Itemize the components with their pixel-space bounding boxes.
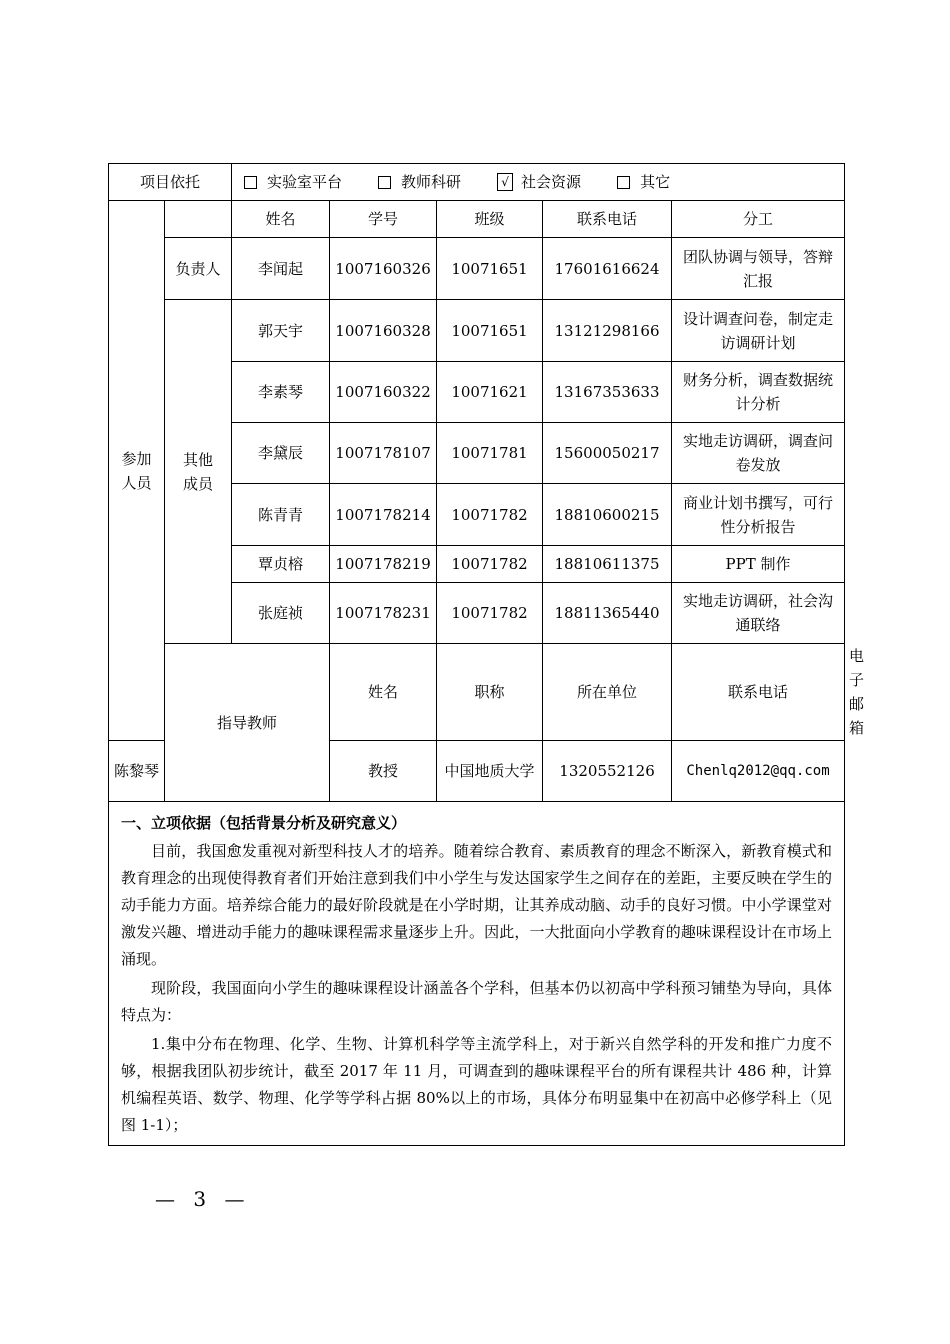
member-phone: 13121298166 [543, 300, 672, 362]
header-role: 分工 [672, 201, 845, 238]
member-id: 1007160322 [330, 362, 437, 423]
section1-row [109, 802, 845, 1146]
option-label: 社会资源 [521, 173, 582, 191]
leader-class: 10071651 [437, 238, 543, 300]
member-phone: 18810611375 [543, 546, 672, 583]
advisor-email: Chenlq2012@qq.com [672, 741, 845, 802]
member-role: 实地走访调研，社会沟通联络 [672, 583, 845, 644]
member-class: 10071782 [437, 484, 543, 546]
option-label: 其它 [640, 173, 671, 191]
participants-label: 参加人员 [109, 201, 165, 741]
advisor-title: 教授 [330, 741, 437, 802]
member-phone: 15600050217 [543, 423, 672, 484]
option-teacher-research[interactable] [378, 170, 461, 194]
advisor-phone: 1320552126 [543, 741, 672, 802]
role-header-blank [165, 201, 232, 238]
header-class: 班级 [437, 201, 543, 238]
member-phone: 13167353633 [543, 362, 672, 423]
member-id: 1007160328 [330, 300, 437, 362]
advisor-unit: 中国地质大学 [437, 741, 543, 802]
participants-header-row [109, 201, 845, 238]
advisor-header-name: 姓名 [330, 644, 437, 741]
leader-phone: 17601616624 [543, 238, 672, 300]
section1-paragraph: 目前，我国愈发重视对新型科技人才的培养。随着综合教育、素质教育的理念不断深入，新教育模式和教育理念的出现使得教育者们开始注意到我们中小学生与发达国家学生之间存在的差距，主要反映在学生的动手能力方面。培养综合能力的最好阶段就是在小学时期，让其养成动脑、动手的良好习惯。中小学课堂对激发兴趣、增进动手能力的趣味课程需求量逐步上升。因此，一大批面向小学教育的趣味课程设计在市场上涌现。 [121, 842, 833, 968]
table-row [109, 238, 845, 300]
member-name: 覃贞榕 [232, 546, 330, 583]
option-lab-platform[interactable] [244, 170, 342, 194]
section1-cell [109, 802, 845, 1146]
advisor-label: 指导教师 [165, 644, 330, 802]
page-number: — 3 — [155, 1187, 251, 1211]
member-role: 设计调查问卷，制定走访调研计划 [672, 300, 845, 362]
section1-title: 一、立项依据（包括背景分析及研究意义） [121, 814, 407, 832]
checkbox-lab-platform[interactable] [244, 176, 257, 189]
advisor-header-unit: 所在单位 [543, 644, 672, 741]
member-name: 李黛辰 [232, 423, 330, 484]
member-id: 1007178219 [330, 546, 437, 583]
advisor-header-title: 职称 [437, 644, 543, 741]
project-support-options [232, 164, 845, 201]
project-support-label: 项目依托 [109, 164, 232, 201]
others-label: 其他成员 [165, 300, 232, 644]
member-name: 郭天宇 [232, 300, 330, 362]
member-role: 商业计划书撰写，可行性分析报告 [672, 484, 845, 546]
member-role: 实地走访调研，调查问卷发放 [672, 423, 845, 484]
option-other[interactable] [617, 170, 670, 194]
checkbox-teacher-research[interactable] [378, 176, 391, 189]
header-phone: 联系电话 [543, 201, 672, 238]
member-name: 张庭祯 [232, 583, 330, 644]
member-id: 1007178231 [330, 583, 437, 644]
member-class: 10071782 [437, 583, 543, 644]
member-phone: 18811365440 [543, 583, 672, 644]
header-name: 姓名 [232, 201, 330, 238]
advisor-name: 陈黎琴 [109, 741, 165, 802]
member-id: 1007178107 [330, 423, 437, 484]
checkbox-other[interactable] [617, 176, 630, 189]
member-class: 10071782 [437, 546, 543, 583]
option-social-resources[interactable] [497, 170, 581, 194]
member-id: 1007178214 [330, 484, 437, 546]
header-id: 学号 [330, 201, 437, 238]
section1-paragraph: 1.集中分布在物理、化学、生物、计算机科学等主流学科上，对于新兴自然学科的开发和推广力度不够，根据我团队初步统计，截至 2017 年 11 月，可调查到的趣味课程平台的所有课程共计 486 种，计算机编程英语、数学、物理、化学等学科占据 80%以上的市场，具体分布明显集中在初高中必修学科上（见图 1-1）； [121, 1035, 833, 1134]
member-role: 财务分析，调查数据统计分析 [672, 362, 845, 423]
project-support-row [109, 164, 845, 201]
leader-label: 负责人 [165, 238, 232, 300]
leader-id: 1007160326 [330, 238, 437, 300]
section1-paragraph: 现阶段，我国面向小学生的趣味课程设计涵盖各个学科，但基本仍以初高中学科预习铺垫为导向，具体特点为： [121, 979, 833, 1024]
member-role: PPT 制作 [672, 546, 845, 583]
option-label: 实验室平台 [267, 173, 343, 191]
leader-role: 团队协调与领导，答辩汇报 [672, 238, 845, 300]
member-name: 李素琴 [232, 362, 330, 423]
leader-name: 李闻起 [232, 238, 330, 300]
table-row [109, 300, 845, 362]
member-class: 10071781 [437, 423, 543, 484]
member-phone: 18810600215 [543, 484, 672, 546]
member-class: 10071651 [437, 300, 543, 362]
member-name: 陈青青 [232, 484, 330, 546]
member-class: 10071621 [437, 362, 543, 423]
advisor-header-row: 指导教师 姓名 职称 所在单位 联系电话 电子邮箱 [109, 644, 845, 741]
checkbox-social-resources[interactable]: √ [497, 173, 513, 191]
advisor-header-phone: 联系电话 [672, 644, 845, 741]
project-form-table [108, 163, 865, 1146]
option-label: 教师科研 [401, 173, 462, 191]
